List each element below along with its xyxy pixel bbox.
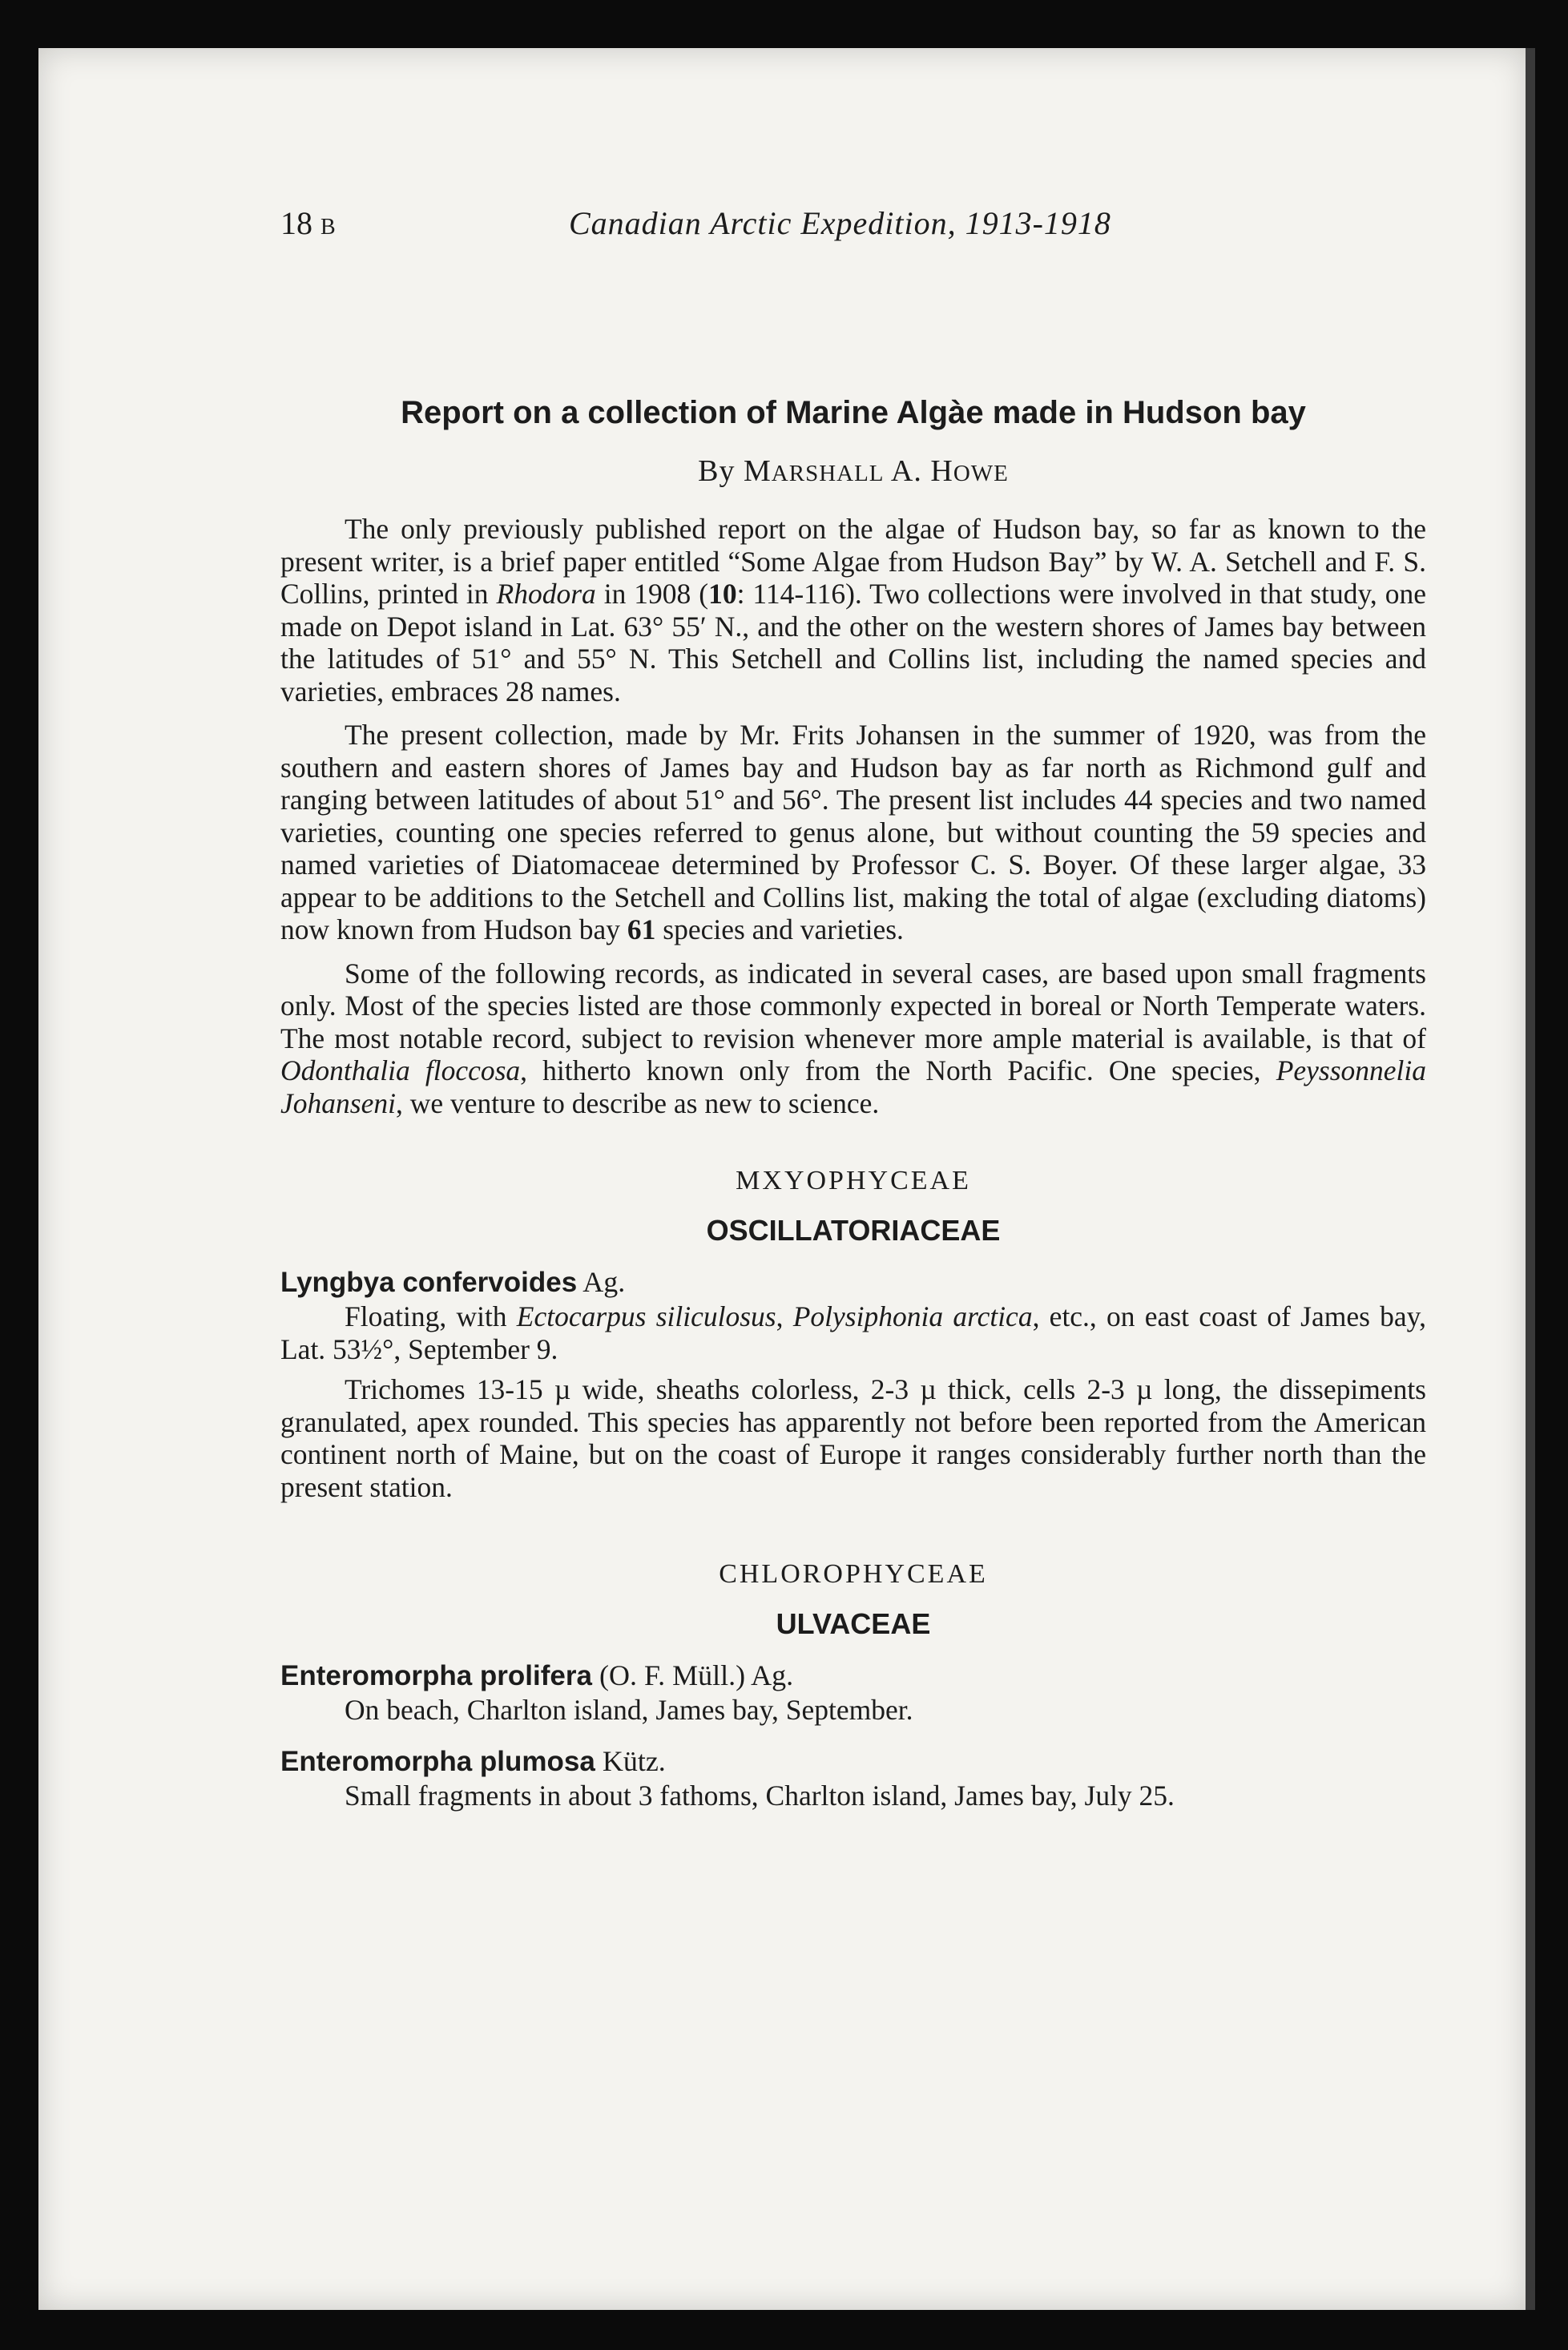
species-habitat: Small fragments in about 3 fathoms, Charlton island, James bay, July 25. [345,1779,1175,1812]
species-description [280,1300,1426,1503]
species-notes: Trichomes 13-15 µ wide, sheaths colorless, 2-3 µ thick, cells 2-3 µ long, the dissepiments granulated, apex rounded. This species has apparently not before been reported from the American continent north of Maine, but on the coast of Europe it ranges considerably further north than the present station. [280,1373,1426,1503]
family-heading-oscillatoriaceae: OSCILLATORIACEAE [706,1214,1001,1247]
class-heading-mxyophyceae: MXYOPHYCEAE [736,1166,971,1195]
intro-paragraph-2: The present collection, made by Mr. Frits Johansen in the summer of 1920, was from the southern and eastern shores of James bay and Hudson bay as far north as Richmond gulf and ranging between latitudes of about 51° and 56°. The present list includes 44 species and two named varieties, counting one species referred to genus alone, but without counting the 59 species and named varieties of Diatomaceae determined by Professor C. S. Boyer. Of these larger algae, 33 appear to be additions to the Setchell and Collins list, making the total of algae (excluding diatoms) now known from Hudson bay 61 species and varieties. [280,719,1426,945]
page-edge-shadow [1526,48,1535,2310]
species-heading: Lyngbya confervoides Ag. [280,1266,626,1298]
family-heading-ulvaceae: ULVACEAE [776,1607,931,1640]
species-habitat: Floating, with Ectocarpus siliculosus, Polysiphonia arctica, etc., on east coast of James bay, Lat. 53½°, September 9. [280,1300,1426,1365]
article-title: Report on a collection of Marine Algàe made in Hudson bay [401,395,1306,430]
intro-paragraph-3: Some of the following records, as indicated in several cases, are based upon small fragments only. Most of the species listed are those commonly expected in boreal or North Temperate waters. The most notable record, subject to revision whenever more ample material is available, is that of Odonthalia floccosa, hitherto known only from the North Pacific. One species, Peyssonnelia Johanseni, we venture to describe as new to science. [280,957,1426,1119]
class-heading-chlorophyceae: CHLOROPHYCEAE [719,1559,988,1589]
species-description [280,1780,1426,1812]
journal-title: Canadian Arctic Expedition, 1913-1918 [569,205,1111,241]
page-number: 18 B [280,205,337,241]
species-habitat: On beach, Charlton island, James bay, September. [345,1694,913,1726]
species-heading: Enteromorpha plumosa Kütz. [280,1744,666,1777]
running-head [280,204,1426,252]
species-description [280,1694,1426,1727]
author-byline: By MARSHALL A. HOWE [698,454,1009,488]
species-heading: Enteromorpha prolifera (O. F. Müll.) Ag. [280,1659,794,1691]
introduction [280,513,1426,1119]
page-content [280,204,1426,1820]
intro-paragraph-1: The only previously published report on the algae of Hudson bay, so far as known to the present writer, is a brief paper entitled “Some Algae from Hudson Bay” by W. A. Setchell and F. S. Collins, printed in Rhodora in 1908 (10: 114-116). Two collections were involved in that study, one made on Depot island in Lat. 63° 55′ N., and the other on the western shores of James bay between the latitudes of 51° and 55° N. This Setchell and Collins list, including the named species and varieties, embraces 28 names. [280,513,1427,707]
